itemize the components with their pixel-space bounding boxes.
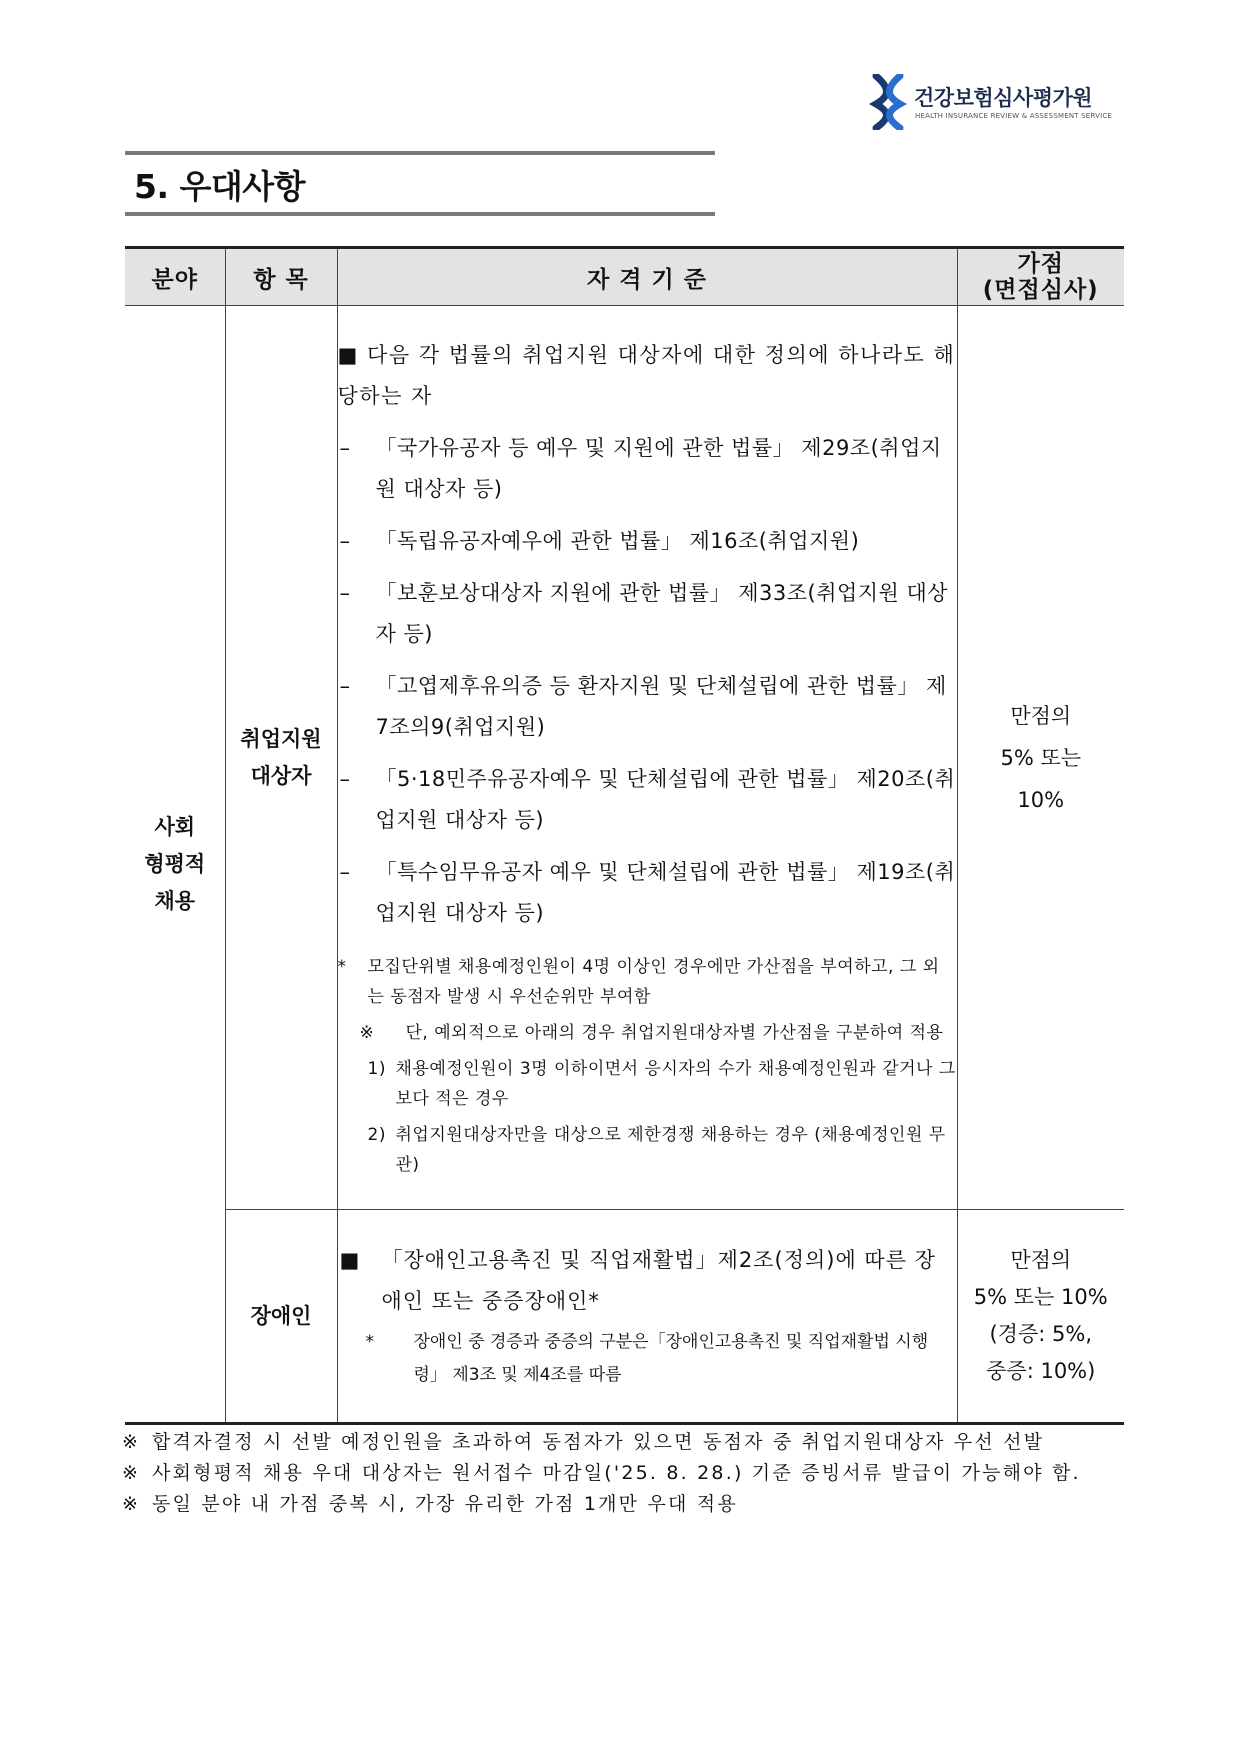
dash-icon: – xyxy=(339,860,351,884)
dash-icon: – xyxy=(339,581,351,605)
criteria-disabled-main xyxy=(338,1240,957,1322)
bonus-employment-line1: 만점의 xyxy=(1010,703,1072,728)
field-cell xyxy=(125,306,225,1424)
criteria-disabled xyxy=(337,1210,957,1424)
footnotes xyxy=(122,1427,1132,1520)
field-line2: 형평적 xyxy=(144,851,206,876)
preference-table xyxy=(125,246,1124,1425)
case-number: 1) xyxy=(367,1059,386,1079)
header-criteria: 자 격 기 준 xyxy=(337,248,957,306)
note-exception-text: 단, 예외적으로 아래의 경우 취업지원대상자별 가산점을 구분하여 적용 xyxy=(405,1023,944,1043)
law-item xyxy=(338,521,957,562)
note-disabled-severity-text: 장애인 중 경증과 중증의 구분은「장애인고용촉진 및 직업재활법 시행령」 제3조 및 제4조를 따름 xyxy=(413,1332,929,1385)
asterisk-icon: * xyxy=(337,957,347,977)
square-bullet-icon: ■ xyxy=(337,343,359,367)
footnote-text: 합격자결정 시 선발 예정인원을 초과하여 동점자가 있으면 동점자 중 취업지원대상자 우선 선발 xyxy=(152,1431,1045,1453)
law-text: 「고엽제후유의증 등 환자지원 및 단체설립에 관한 법률」 제7조의9(취업지원) xyxy=(375,674,947,739)
header-bonus-line2: (면접심사) xyxy=(982,277,1099,303)
law-item xyxy=(338,666,957,748)
square-bullet-icon: ■ xyxy=(339,1248,361,1272)
section-top-rule xyxy=(125,151,715,155)
law-text: 「보훈보상대상자 지원에 관한 법률」 제33조(취업지원 대상자 등) xyxy=(375,581,949,646)
bonus-disabled-line2: 5% 또는 10% xyxy=(973,1285,1108,1309)
reference-mark-icon: ※ xyxy=(122,1493,141,1515)
item-employment-line2: 대상자 xyxy=(250,763,312,788)
exception-case xyxy=(368,1054,957,1114)
dash-icon: – xyxy=(339,767,351,791)
logo-subtitle: HEALTH INSURANCE REVIEW & ASSESSMENT SERVICE xyxy=(915,112,1113,120)
header-field: 분야 xyxy=(125,248,225,306)
section-bottom-rule xyxy=(125,212,715,216)
note-bonus-rule-text: 모집단위별 채용예정인원이 4명 이상인 경우에만 가산점을 부여하고, 그 외는 동점자 발생 시 우선순위만 부여함 xyxy=(367,957,940,1007)
law-text: 「특수임무유공자 예우 및 단체설립에 관한 법률」 제19조(취업지원 대상자 등) xyxy=(375,860,956,925)
footnote-text: 사회형평적 채용 우대 대상자는 원서접수 마감일('25. 8. 28.) 기준 증빙서류 발급이 가능해야 함. xyxy=(152,1462,1081,1484)
header-item: 항 목 xyxy=(225,248,337,306)
bonus-disabled-line3: (경증: 5%, xyxy=(989,1322,1092,1346)
law-text: 「독립유공자예우에 관한 법률」 제16조(취업지원) xyxy=(375,529,860,553)
bonus-disabled-line1: 만점의 xyxy=(1010,1248,1072,1272)
law-item xyxy=(338,428,957,510)
law-item xyxy=(338,759,957,841)
note-exception xyxy=(360,1018,957,1048)
criteria-disabled-text: 「장애인고용촉진 및 직업재활법」제2조(정의)에 따른 장애인 또는 중증장애인* xyxy=(381,1248,936,1313)
item-employment-support xyxy=(225,306,337,1210)
item-employment-line1: 취업지원 xyxy=(240,726,322,751)
case-number: 2) xyxy=(367,1125,386,1145)
footnote-text: 동일 분야 내 가점 중복 시, 가장 유리한 가점 1개만 우대 적용 xyxy=(152,1493,738,1515)
reference-mark-icon: ※ xyxy=(122,1431,141,1453)
table-row-employment-support xyxy=(125,306,1124,1210)
law-item xyxy=(338,573,957,655)
header-bonus xyxy=(957,248,1124,306)
reference-mark-icon: ※ xyxy=(122,1462,141,1484)
bonus-employment-line2: 5% 또는 xyxy=(1000,745,1082,770)
field-line1: 사회 xyxy=(154,814,196,839)
bonus-employment-line3: 10% xyxy=(1017,787,1065,812)
reference-mark-icon: ※ xyxy=(359,1023,375,1043)
law-text: 「국가유공자 등 예우 및 지원에 관한 법률」 제29조(취업지원 대상자 등) xyxy=(375,436,942,501)
law-text: 「5·18민주유공자예우 및 단체설립에 관한 법률」 제20조(취업지원 대상자 등) xyxy=(375,767,956,832)
criteria-intro-text: 다음 각 법률의 취업지원 대상자에 대한 정의에 하나라도 해당하는 자 xyxy=(337,343,956,408)
field-line3: 채용 xyxy=(154,888,196,913)
organization-logo xyxy=(868,74,1128,134)
logo-name: 건강보험심사평가원 xyxy=(914,86,1093,110)
hira-logo-icon xyxy=(868,74,908,130)
dash-icon: – xyxy=(339,674,351,698)
footnote-item xyxy=(122,1489,1132,1520)
section-title: 5. 우대사항 xyxy=(134,167,305,206)
table-header-row xyxy=(125,248,1124,306)
item-disabled: 장애인 xyxy=(225,1210,337,1424)
bonus-employment-support xyxy=(957,306,1124,1210)
table-row-disabled xyxy=(125,1210,1124,1424)
exception-case xyxy=(368,1120,957,1180)
exception-case-text: 취업지원대상자만을 대상으로 제한경쟁 채용하는 경우 (채용예정인원 무관) xyxy=(395,1125,946,1175)
asterisk-icon: * xyxy=(365,1332,374,1352)
header-bonus-line1: 가점 xyxy=(1017,251,1064,277)
bonus-disabled-line4: 중증: 10%) xyxy=(986,1359,1096,1383)
dash-icon: – xyxy=(339,436,351,460)
footnote-item xyxy=(122,1427,1132,1458)
dash-icon: – xyxy=(339,529,351,553)
note-bonus-rule xyxy=(338,952,957,1012)
law-item xyxy=(338,852,957,934)
footnote-item xyxy=(122,1458,1132,1489)
note-disabled-severity xyxy=(366,1326,957,1392)
bonus-disabled xyxy=(957,1210,1124,1424)
exception-case-text: 채용예정인원이 3명 이하이면서 응시자의 수가 채용예정인원과 같거나 그보다 적은 경우 xyxy=(395,1059,956,1109)
criteria-employment-support xyxy=(337,306,957,1210)
criteria-intro xyxy=(338,335,957,417)
